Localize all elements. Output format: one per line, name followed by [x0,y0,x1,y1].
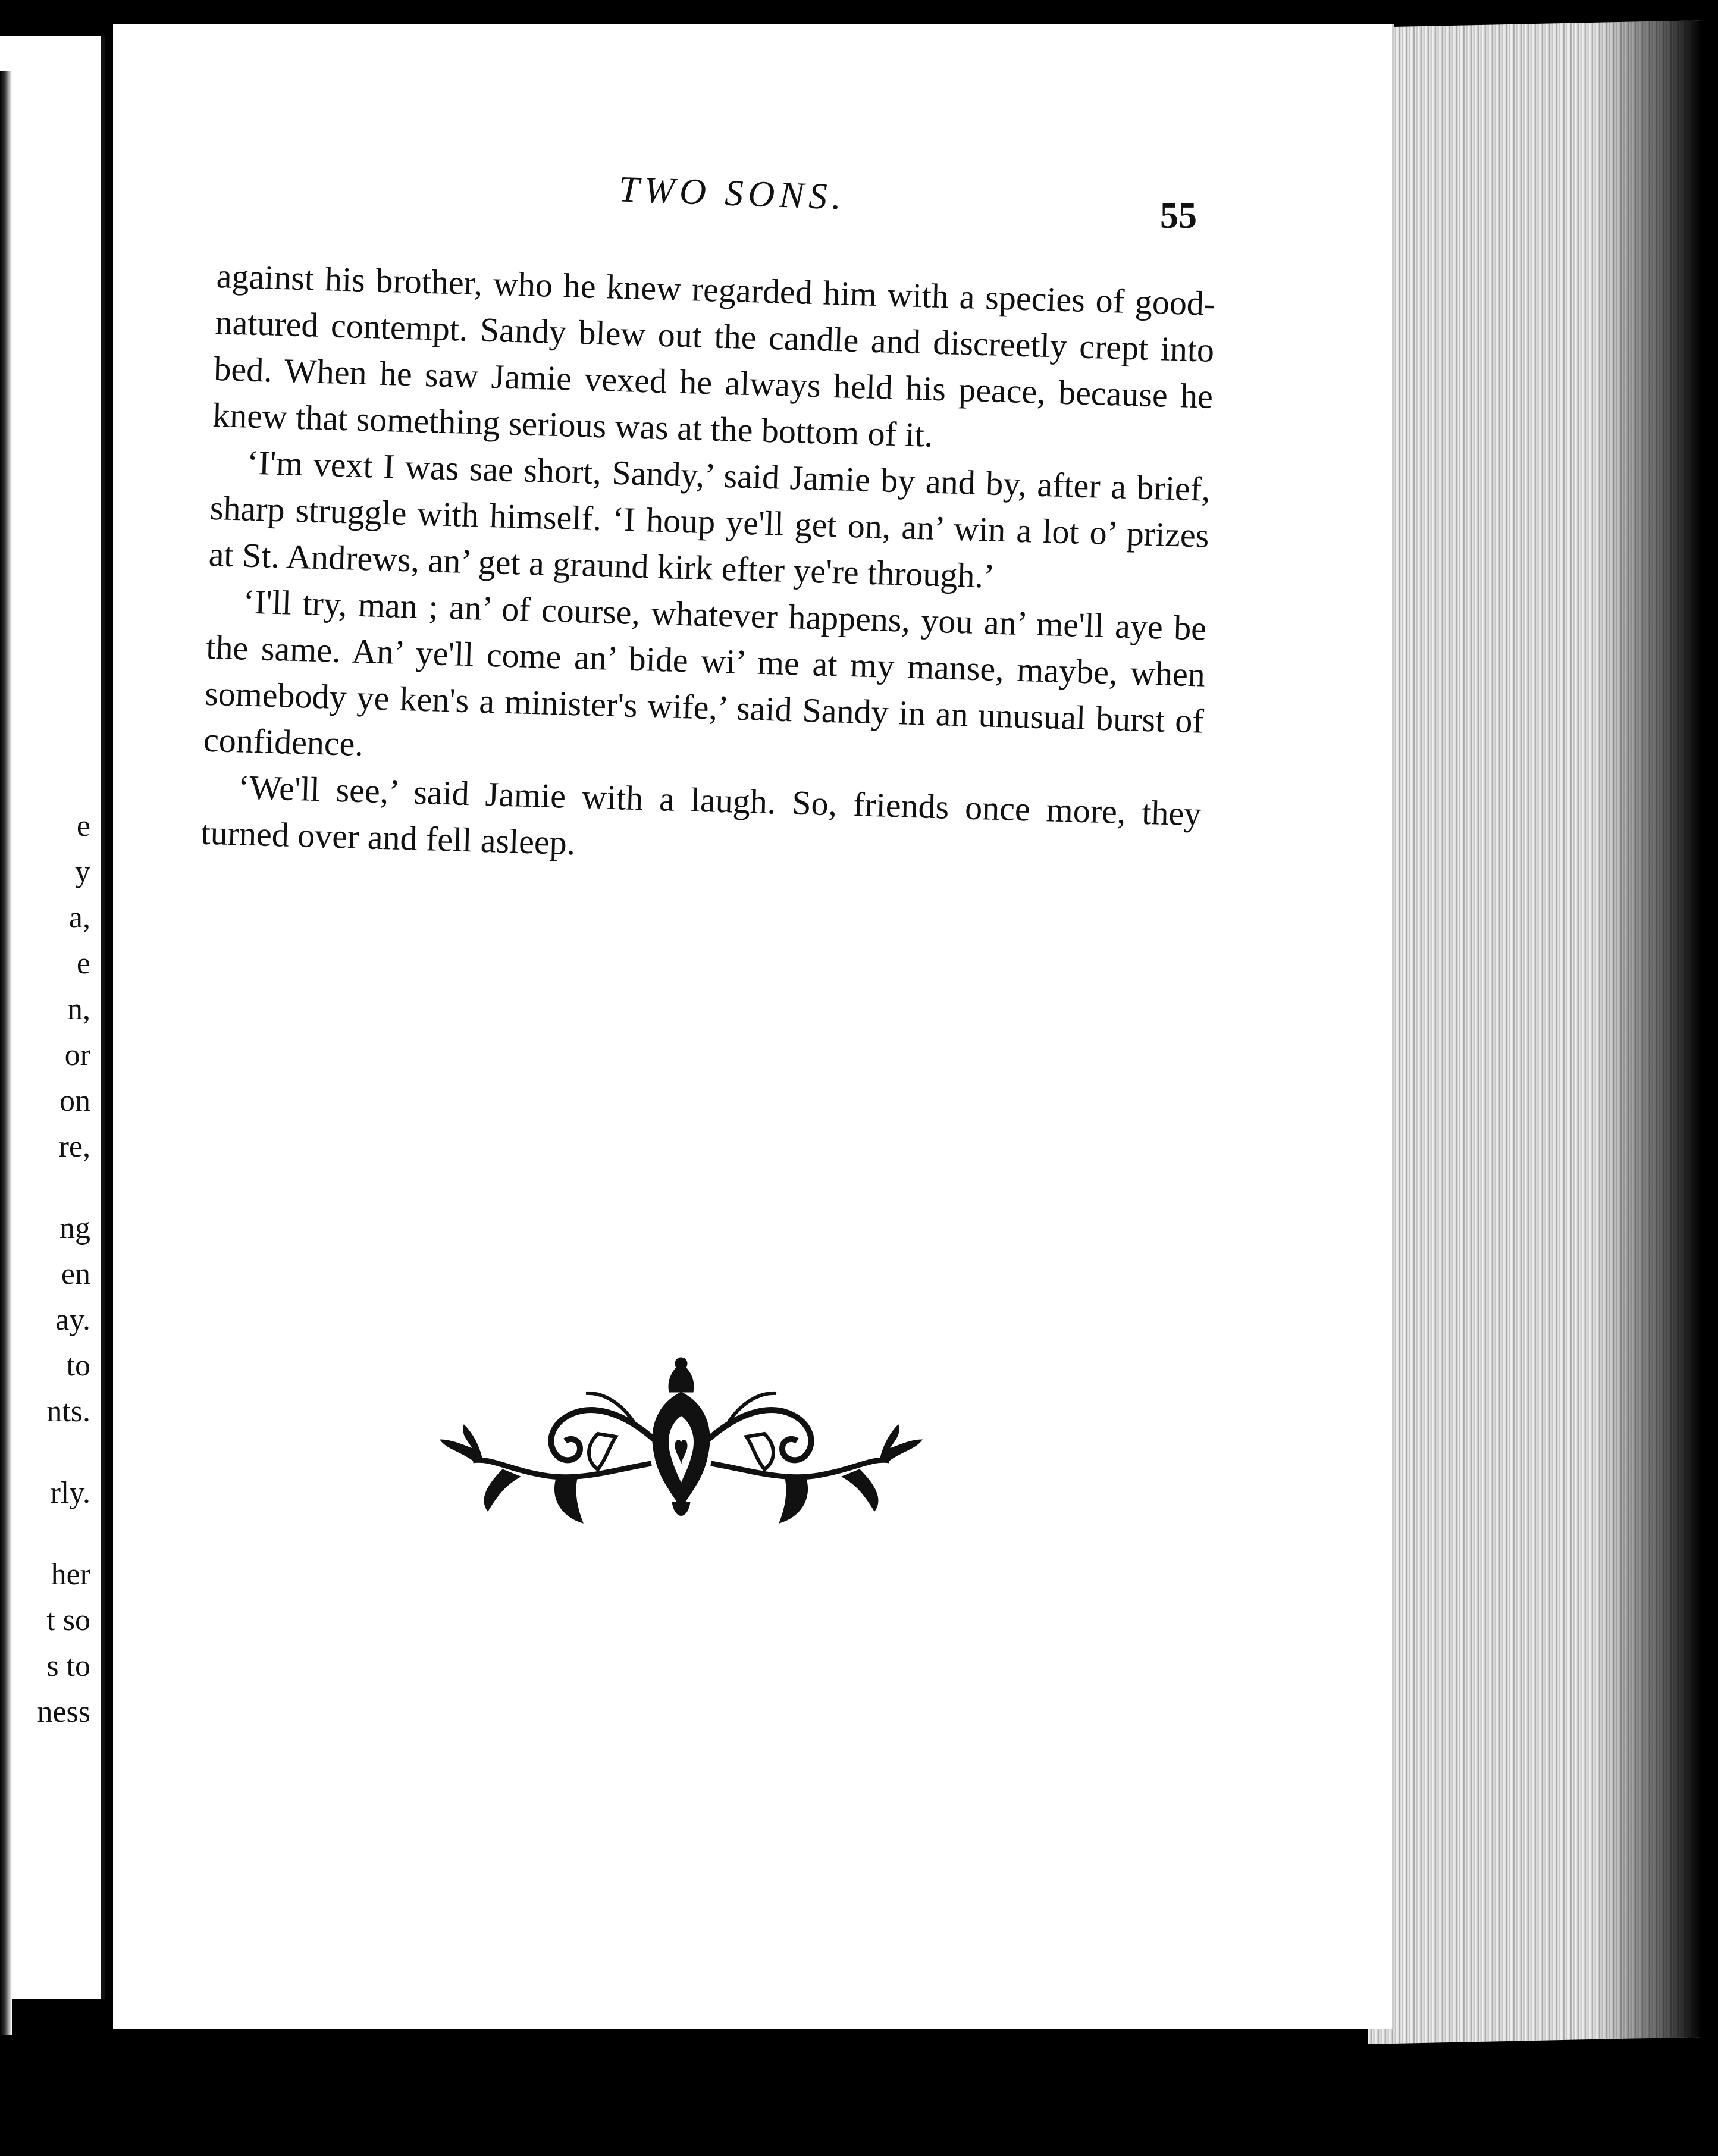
book-page-edges [1368,20,1701,2044]
fragment-line: re, [58,1130,90,1164]
fragment-line: t so [46,1603,90,1637]
fragment-line: her [51,1558,90,1591]
fragment-line: e [76,947,90,980]
fragment-line: nts. [46,1394,90,1428]
tailpiece-ornament [437,1350,925,1547]
running-title: TWO SONS. [617,169,847,218]
fragment-line: ay. [55,1303,90,1337]
fragment-line: e [76,809,90,843]
fragment-line: s to [46,1649,90,1683]
body-text [200,253,1217,884]
fragment-line: a, [68,901,90,935]
paragraph: against his brother, who he knew regarded him with a species of good-natured contempt. Sandy blew out the candle and discreetly crept into bed. When he saw Jamie vexed he always held his peace, because he knew that something serious was at the bottom of it. [212,256,1217,455]
fragment-line: n, [67,992,90,1026]
page-number: 55 [1160,196,1197,236]
book-page [113,24,1392,2029]
fragment-line: rly. [50,1476,90,1510]
fragment-line: y [75,855,90,889]
left-page-text-fragments [37,803,90,1735]
fragment-gap [37,1516,90,1552]
fragment-gap [37,1170,90,1205]
fragment-line: ng [59,1211,90,1245]
fragment-line: en [61,1257,90,1291]
paragraph: ‘I'll try, man ; an’ of course, whatever happens, you an’ me'll aye be the same. An’ ye'll come an’ bide wi’ me at my manse, maybe, when somebody ye ken's a minister's wife,’ said Sandy in an unusual burst of confidence. [203,582,1207,764]
fragment-line: to [66,1349,90,1383]
paragraph: ‘We'll see,’ said Jamie with a laugh. So, friends once more, they turned over and fell asleep. [200,767,1202,863]
gutter-shadow [0,71,12,2035]
fragment-gap [37,1434,90,1470]
fragment-line: or [64,1038,90,1072]
paragraph: ‘I'm vext I was sae short, Sandy,’ said Jamie by and by, after a brief, sharp struggle with himself. ‘I houp ye'll get on, an’ win a lot o’ prizes at St. Andrews, an’ get a graund kirk efter ye're through.’ [208,443,1211,596]
fragment-line: ness [37,1695,90,1729]
fragment-line: on [59,1084,90,1118]
left-facing-page [0,36,105,1999]
